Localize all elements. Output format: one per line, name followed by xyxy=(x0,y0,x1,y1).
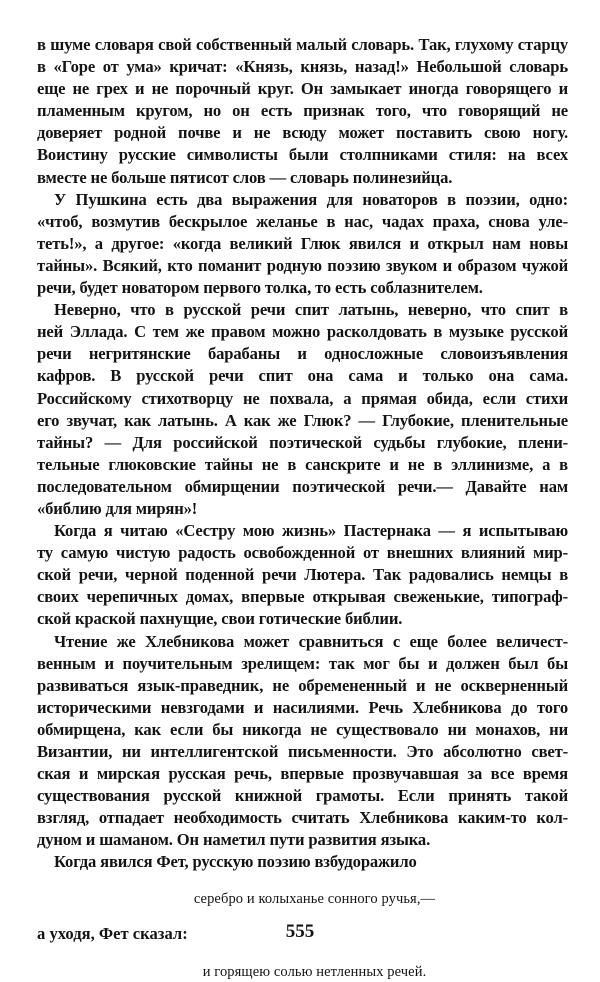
narrative-line: а уходя, Фет сказал: xyxy=(37,923,188,943)
text-line: «чтоб, возмутив бескрылое желанье в нас, чадах праха, снова уле- xyxy=(37,211,568,231)
paragraph xyxy=(37,299,568,520)
text-line: теть!», а другое: «когда великий Глюк явился и открыл нам новы xyxy=(37,233,568,253)
text-line: пламенным кругом, но он есть признак того, что говорящий не xyxy=(37,101,568,121)
text-line: доверяет родной почве и не всюду может поставить свою ногу. xyxy=(37,123,568,143)
text-line: обмирщена, как если бы никогда не существовало ни монахов, ни xyxy=(37,719,568,739)
text-line: Когда явился Фет, русскую поэзию взбудоражило xyxy=(54,852,417,872)
text-line: Чтение же Хлебникова может сравниться с еще более величест- xyxy=(54,631,568,651)
paragraph xyxy=(37,189,568,299)
text-line: историческими невзгодами и насилиями. Речь Хлебникова до того xyxy=(37,697,568,717)
text-line: ской речи, черной поденной речи Лютера. Так радовались немцы в xyxy=(37,565,568,585)
text-line: еще не грех и не порочный круг. Он замыкает иногда говорящего и xyxy=(37,79,568,99)
text-line: Воистину русские символисты были столпниками стиля: на всех xyxy=(37,145,568,165)
text-line: ской краской пахнущие, свои готические библии. xyxy=(37,609,403,629)
text-line: тельные глюковские тайны не в санскрите и не в эллинизме, а в xyxy=(37,454,568,474)
text-line: ту самую чистую радость освобожденной от внешних влияний мир- xyxy=(37,543,568,563)
text-line: вместе не больше пятисот слов — словарь полинезийца. xyxy=(37,167,453,187)
text-line: тайны? — Для российской поэтической судьбы глубокие, плени- xyxy=(37,432,568,452)
text-line: взгляд, отпадает необходимость считать Хлебникова каким-то кол- xyxy=(37,808,568,828)
quote-line-2: и горящею солью нетленных речей. xyxy=(202,963,427,980)
text-line: «библию для мирян»! xyxy=(37,498,198,518)
text-line: Неверно, что в русской речи спит латынь, неверно, что спит в xyxy=(54,300,568,320)
text-line: своих черепичных домах, впервые открывая свеженькие, типограф- xyxy=(37,587,568,607)
text-body xyxy=(37,34,568,874)
paragraph xyxy=(37,520,568,630)
text-line: венным и поучительным зрелищем: так мог бы и должен был бы xyxy=(37,653,568,673)
text-line: существования русской книжной грамоты. Если принять такой xyxy=(37,786,568,806)
text-line: последовательном обмирщении поэтической речи.— Давайте нам xyxy=(37,476,568,496)
quote-line-1: серебро и колыханье сонного ручья,— xyxy=(193,890,436,907)
text-line: дуном и шаманом. Он наметил пути развития языка. xyxy=(37,830,431,850)
text-line: Когда я читаю «Сестру мою жизнь» Пастернака — я испытываю xyxy=(54,521,568,541)
text-line: речи, будет новатором первого толка, то есть соблазнителем. xyxy=(37,278,483,298)
paragraph xyxy=(37,34,568,189)
text-line: кафров. В русской речи спит она сама и только она сама. xyxy=(37,366,568,386)
text-line: ская и мирская русская речь, впервые прозвучавшая за все время xyxy=(37,764,568,784)
page-body xyxy=(37,34,568,982)
text-line: в «Горе от ума» кричат: «Князь, князь, назад!» Небольшой словарь xyxy=(37,57,568,77)
paragraph xyxy=(37,631,568,852)
text-line: Византии, ни интеллигентской письменности. Это абсолютно свет- xyxy=(37,742,568,761)
text-line: развиваться язык-праведник, не обремененный и не оскверненный xyxy=(37,675,568,695)
text-line: ней Эллада. С тем же правом можно расколдовать в музыке русской xyxy=(37,322,568,342)
page-number: 555 xyxy=(285,921,315,942)
text-line: У Пушкина есть два выражения для новаторов в поэзии, одно: xyxy=(54,189,568,209)
text-line: его звучат, как латынь. А как же Глюк? — Глубокие, пленительные xyxy=(37,410,568,430)
text-line: в шуме словаря свой собственный малый словарь. Так, глухому старцу xyxy=(37,35,568,54)
paragraph xyxy=(37,851,568,873)
text-line: тайны». Всякий, кто поманит родную поэзию звуком и образом чужой xyxy=(37,255,568,275)
text-line: Российскому стихотворцу не похвала, а прямая обида, если стихи xyxy=(37,388,568,408)
text-line: речи негритянские барабаны и односложные словоизъявления xyxy=(37,344,568,364)
